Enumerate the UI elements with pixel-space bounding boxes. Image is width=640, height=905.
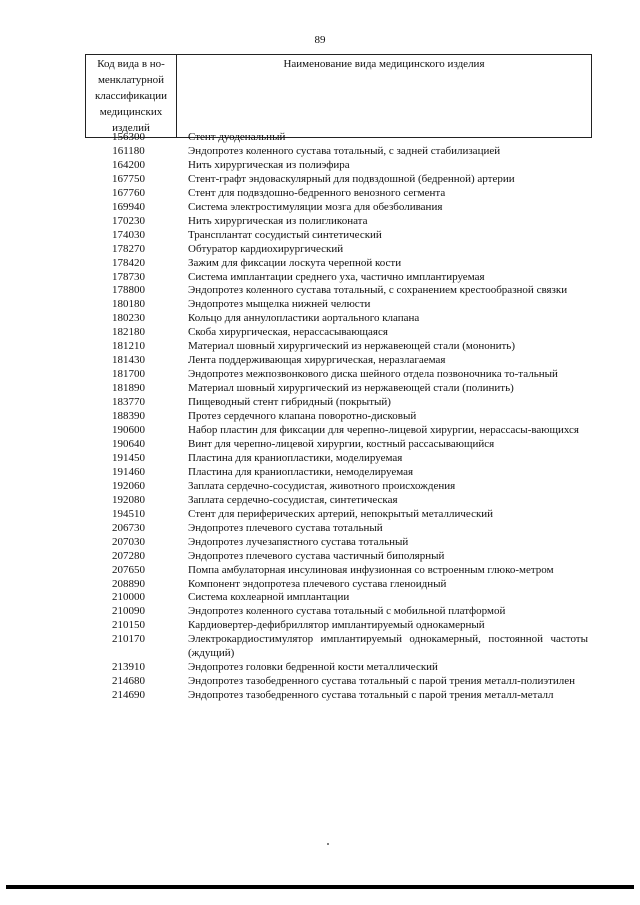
name-column-header: Наименование вида медицинского изделия [177,55,592,138]
device-name: Помпа амбулаторная инсулиновая инфузионная со встроенным глюко-метром [188,563,554,576]
table-row [85,340,605,354]
device-name: Эндопротез головки бедренной кости металлический [188,661,438,674]
device-code: 174030 [112,228,145,241]
device-code: 207280 [112,549,145,562]
table-row [85,159,605,173]
table-row [85,354,605,368]
table-row [85,396,605,410]
table-row [85,243,605,257]
device-name: Кардиовертер-дефибриллятор имплантируемый однокамерный [188,619,485,632]
table-row [85,326,605,340]
device-name: Пищеводный стент гибридный (покрытый) [188,396,391,409]
table-row [85,466,605,480]
table-row [85,312,605,326]
device-name: Стент для периферических артерий, непокрытый металлический [188,507,494,520]
table-row [85,438,605,452]
table-row [85,410,605,424]
device-code: 207030 [112,535,145,548]
device-name: Эндопротез тазобедренного сустава тотальный с парой трения металл-металл [188,689,554,702]
table-row [85,536,605,550]
device-code: 181210 [112,340,145,353]
device-code: 214690 [112,689,145,702]
device-name: Винт для черепно-лицевой хирургии, костный рассасывающийся [188,437,495,450]
table-row [85,689,605,703]
device-name: Эндопротез мыщелка нижней челюсти [188,298,371,311]
table-row [85,131,605,145]
device-name: Материал шовный хирургический из нержавеющей стали (полинить) [188,382,514,395]
table-row [85,284,605,298]
table-row [85,368,605,382]
device-name: Заплата сердечно-сосудистая, животного происхождения [188,479,456,492]
device-name: Зажим для фиксации лоскута черепной кости [188,256,402,269]
device-name: Эндопротез тазобедренного сустава тотальный с парой трения металл-полиэтилен [188,675,576,688]
table-row [85,382,605,396]
page-number: 89 [314,34,326,46]
table-row [85,591,605,605]
device-code: 188390 [112,410,145,423]
table-row [85,619,605,633]
table-row [85,550,605,564]
device-name: Эндопротез коленного сустава тотальный с мобильной платформой [188,605,506,618]
device-code: 210090 [112,605,145,618]
device-code: 206730 [112,521,145,534]
table-row [85,229,605,243]
table-row [85,661,605,675]
device-code: 167750 [112,172,145,185]
device-code: 214680 [112,675,145,688]
device-code: 169940 [112,200,145,213]
device-name: Обтуратор кардиохирургический [188,242,344,255]
table-row [85,424,605,438]
device-code: 178420 [112,256,145,269]
table-row [85,173,605,187]
table-row [85,215,605,229]
table-row [85,452,605,466]
device-name: Эндопротез коленного сустава тотальный, с сохранением крестообразной связки [188,284,568,297]
device-code: 183770 [112,396,145,409]
device-code: 161180 [112,144,145,157]
device-code: 178730 [112,270,145,283]
device-name: Нить хирургическая из полиэфира [188,158,350,171]
device-code: 192060 [112,479,145,492]
device-name: Эндопротез лучезапястного сустава тотальный [188,535,409,548]
device-code: 191450 [112,451,145,464]
table-row [85,564,605,578]
device-code: 181890 [112,382,145,395]
device-name: Протез сердечного клапана поворотно-дисковый [188,410,417,423]
device-code: 181430 [112,354,145,367]
table-header [85,54,592,138]
device-code: 191460 [112,465,145,478]
device-name: Стент дуоденальный [188,131,286,143]
device-code: 170230 [112,214,145,227]
device-name: Пластина для краниопластики, моделируемая [188,451,403,464]
device-list [85,131,605,703]
device-code: 194510 [112,507,145,520]
device-name: Эндопротез межпозвонкового диска шейного отдела позвоночника то-тальный [188,368,558,381]
table-row [85,494,605,508]
device-name: Система кохлеарной имплантации [188,591,350,604]
device-name: Скоба хирургическая, нерассасывающаяся [188,326,388,339]
table-row [85,508,605,522]
table-row [85,257,605,271]
table-row [85,578,605,592]
table-row [85,201,605,215]
device-name: Эндопротез плечевого сустава частичный биполярный [188,549,445,562]
device-code: 178270 [112,242,145,255]
device-code: 207650 [112,563,145,576]
table-row [85,605,605,619]
device-code: 178800 [112,284,145,297]
footer-rule [6,885,634,889]
code-column-header: Код вида в но-менклатурной классификации медицинских изделий [86,55,177,138]
device-name: Электрокардиостимулятор имплантируемый однокамерный, постоянной частоты (ждущий) [188,633,588,660]
scan-dot [327,843,329,845]
device-name: Стент-графт эндоваскулярный для подвздошной (бедренной) артерии [188,172,515,185]
device-name: Эндопротез плечевого сустава тотальный [188,521,383,534]
device-name: Стент для подвздошно-бедренного венозного сегмента [188,186,446,199]
device-name: Пластина для краниопластики, немоделируемая [188,465,414,478]
table-row [85,271,605,285]
device-code: 192080 [112,493,145,506]
device-code: 208890 [112,577,145,590]
device-code: 210150 [112,619,145,632]
device-code: 213910 [112,661,145,674]
device-code: 167760 [112,186,145,199]
device-name: Нить хирургическая из полигликоната [188,214,368,227]
table-row [85,480,605,494]
device-name: Кольцо для аннулопластики аортального клапана [188,312,420,325]
device-name: Компонент эндопротеза плечевого сустава гленоидный [188,577,447,590]
device-name: Система имплантации среднего уха, частично имплантируемая [188,270,485,283]
device-name: Трансплантат сосудистый синтетический [188,228,382,241]
device-code: 156300 [112,131,145,143]
table-row [85,675,605,689]
device-code: 180180 [112,298,145,311]
device-code: 164200 [112,158,145,171]
device-code: 210000 [112,591,145,604]
device-name: Система электростимуляции мозга для обезболивания [188,200,443,213]
device-name: Набор пластин для фиксации для черепно-лицевой хирургии, нерассасы-вающихся [188,424,579,437]
device-name: Материал шовный хирургический из нержавеющей стали (мононить) [188,340,515,353]
table-row [85,633,605,661]
device-name: Лента поддерживающая хирургическая, нерaзлагаемая [188,354,446,367]
device-code: 190640 [112,437,145,450]
device-name: Эндопротез коленного сустава тотальный, с задней стабилизацией [188,144,501,157]
device-code: 210170 [112,633,145,646]
device-code: 190600 [112,424,145,437]
table-row [85,298,605,312]
table-row [85,187,605,201]
table-row [85,145,605,159]
table-row [85,522,605,536]
device-code: 180230 [112,312,145,325]
device-code: 182180 [112,326,145,339]
device-name: Заплата сердечно-сосудистая, синтетическая [188,493,398,506]
device-code: 181700 [112,368,145,381]
